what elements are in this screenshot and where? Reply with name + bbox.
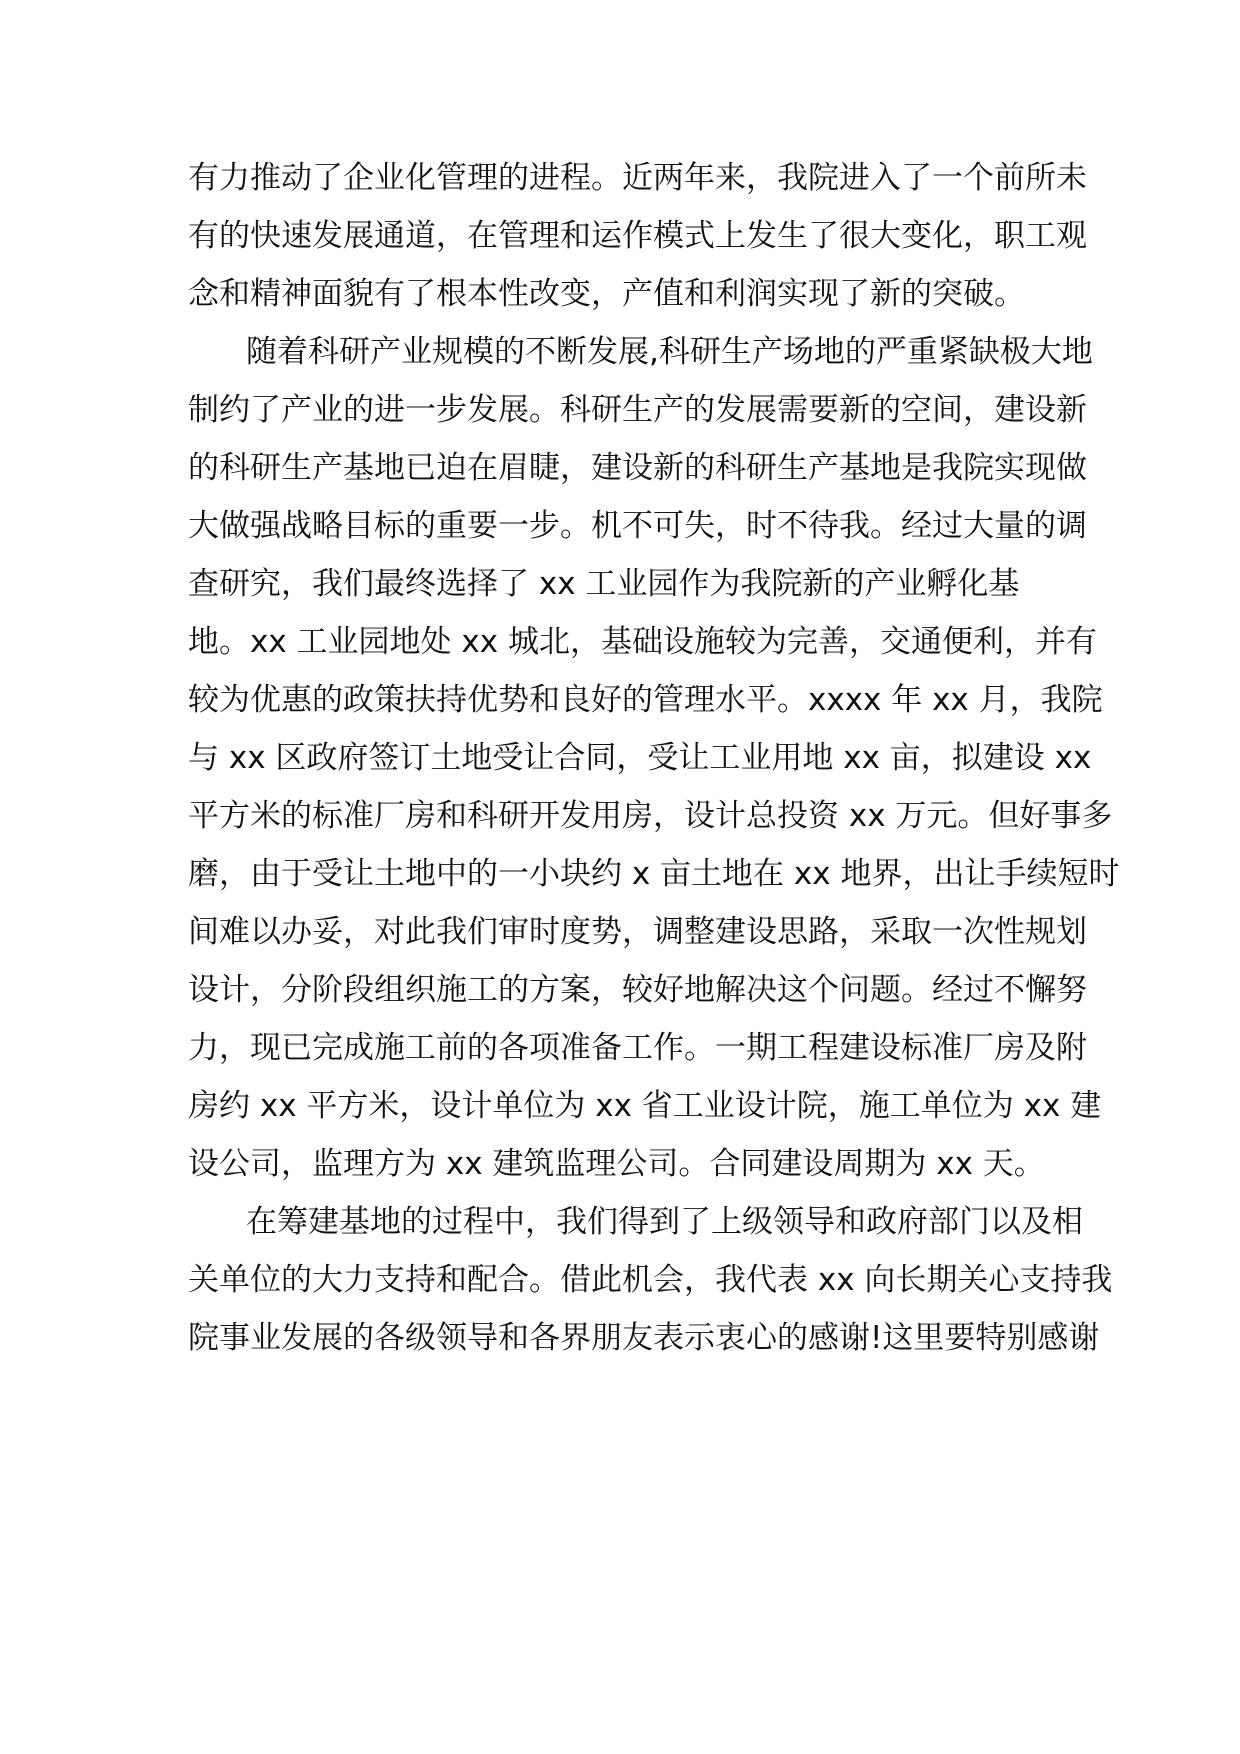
text-line: 力，现已完成施工前的各项准备工作。一期工程建设标准厂房及附 bbox=[188, 1030, 1087, 1066]
text-line: 地。xx 工业园地处 xx 城北，基础设施较为完善，交通便利，并有 bbox=[188, 624, 1097, 660]
text-line: 房约 xx 平方米，设计单位为 xx 省工业设计院，施工单位为 xx 建 bbox=[188, 1088, 1102, 1124]
text-line: 的科研生产基地已迫在眉睫，建设新的科研生产基地是我院实现做 bbox=[188, 450, 1087, 486]
text-line: 间难以办妥，对此我们审时度势，调整建设思路，采取一次性规划 bbox=[188, 914, 1087, 950]
text-line: 平方米的标准厂房和科研开发用房，设计总投资 xx 万元。但好事多 bbox=[188, 798, 1113, 834]
text-line: 较为优惠的政策扶持优势和良好的管理水平。xxxx 年 xx 月，我院 bbox=[188, 682, 1103, 718]
text-line: 关单位的大力支持和配合。借此机会，我代表 xx 向长期关心支持我 bbox=[188, 1262, 1113, 1298]
text-line: 设公司，监理方为 xx 建筑监理公司。合同建设周期为 xx 天。 bbox=[188, 1146, 1045, 1182]
document-body bbox=[188, 158, 1120, 1398]
paragraph-first-line: 在筹建基地的过程中，我们得到了上级领导和政府部门以及相 bbox=[246, 1204, 1083, 1240]
paragraph-first-line: 随着科研产业规模的不断发展,科研生产场地的严重紧缺极大地 bbox=[246, 334, 1093, 370]
text-line: 与 xx 区政府签订土地受让合同，受让工业用地 xx 亩，拟建设 xx bbox=[188, 740, 1092, 776]
text-line: 有力推动了企业化管理的进程。近两年来，我院进入了一个前所未 bbox=[188, 160, 1087, 196]
text-line: 念和精神面貌有了根本性改变，产值和利润实现了新的突破。 bbox=[188, 276, 1025, 312]
text-line: 大做强战略目标的重要一步。机不可失，时不待我。经过大量的调 bbox=[188, 508, 1087, 544]
text-line: 制约了产业的进一步发展。科研生产的发展需要新的空间，建设新 bbox=[188, 392, 1087, 428]
text-line: 有的快速发展通道，在管理和运作模式上发生了很大变化，职工观 bbox=[188, 218, 1087, 254]
text-line: 院事业发展的各级领导和各界朋友表示衷心的感谢!这里要特别感谢 bbox=[188, 1320, 1100, 1356]
text-line: 查研究，我们最终选择了 xx 工业园作为我院新的产业孵化基 bbox=[188, 566, 1020, 602]
text-line: 磨，由于受让土地中的一小块约 x 亩土地在 xx 地界，出让手续短时 bbox=[188, 856, 1120, 892]
text-line: 设计，分阶段组织施工的方案，较好地解决这个问题。经过不懈努 bbox=[188, 972, 1087, 1008]
